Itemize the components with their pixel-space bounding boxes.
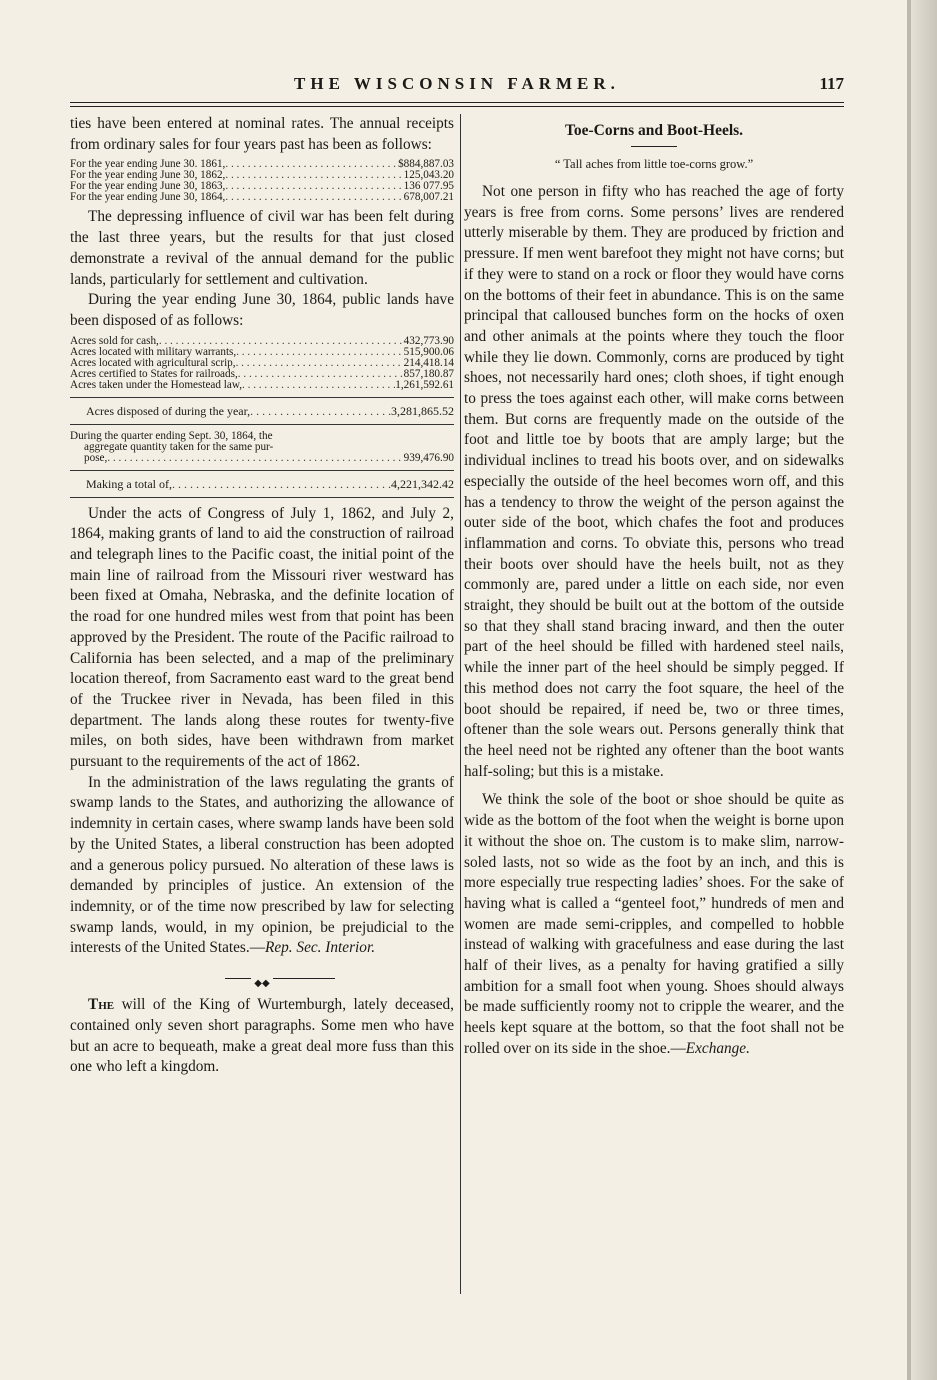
page-header (70, 72, 844, 96)
acres-table (70, 336, 454, 391)
source-citation: Rep. Sec. Interior. (265, 939, 376, 957)
table-rule (70, 497, 454, 498)
table-rule (70, 424, 454, 425)
source-citation: Exchange. (685, 1039, 750, 1057)
table-row: For the year ending June 30, 1864, . . . 678,007.21 (70, 192, 454, 203)
table-row: For the year ending June 30, 1862, . . . 125,043.20 (70, 170, 454, 181)
paragraph-corns: Not one person in fifty who has reached the age of forty years is free from corns. Some persons’ lives are rendered utterly miserable by them. They are produced by friction and pressure. If men went barefoot they might not have corns; but if they were to stand on a rock or floor they would have corns on the bottoms of their feet in abundance. This is on the same principal that calloused bunches form on the hocks of oxen and other animals at the points where they touch the floor while they lie down. Commonly, corns are produced by tight shoes, not necessarily hard ones; cloth shoes, if tight enough to press the toes against each other, will make corns between them. But corns are frequently made on the outside of the foot and little toe by boots that are amply large; but the individual inclines to tread his boots over, and on sidewalks especially the outside of the heel becomes worn off, and this has a tendency to throw the weight of the person against the outer side of the boot, which chafes the foot and produces inflammation and corns. To obviate this, persons who tread their boots over should have the heels built, not as they commonly are, pared under a little on each side, nor even straight, they should be built out at the bottom of the outside so that they shall stand bracing inward, and then the outer part of the heel should be filled with hardened steel nails, while the inner part of the heel should be simply pegged. If this method does not carry the foot square, the heel of the boot should be repaired, if need be, two or three times, oftener than the sole wears out. Persons generally think that the heel need not be righted any oftener than the boot wants half-soling; but this is a mistake. (464, 183, 844, 780)
column-divider (460, 114, 461, 1294)
paragraph-pacific-railroad: Under the acts of Congress of July 1, 1862, and July 2, 1864, making grants of land to aid the construction of railroad and telegraph lines to the Pacific coast, the initial point of the main line of railroad from the Missouri river westward has been fixed at Omaha, Nebraska, and the definite location of the road for one hundred miles west from that point has been approved by the President. The route of the Pacific railroad to California has been selected, and a map of the preliminary location thereof, from Sacramento east ward to the great bend of the Truckee river in Nevada, has been filed in this department. The lands along these routes for twenty-five miles, on both sides, have been withdrawn from market pursuant to the requirements of the act of 1862. (70, 504, 454, 771)
right-column (464, 114, 844, 1060)
paragraph-disposed-intro: During the year ending June 30, 1864, public lands have been disposed of as follows: (70, 291, 454, 329)
header-rule-top (70, 102, 844, 103)
table-row: Acres located with agricultural scrip, . . . 214,418.14 (70, 358, 454, 369)
section-ornament: ◆◆ (70, 973, 454, 983)
table-rule (70, 470, 454, 471)
table-row: Acres certified to States for railroads, . . . 857,180.87 (70, 369, 454, 380)
page-number: 117 (819, 74, 844, 93)
left-column (70, 114, 454, 1078)
epigraph: “ Tall aches from little toe-corns grow.” (554, 157, 754, 171)
article-heading: Toe-Corns and Boot-Heels. (564, 122, 744, 139)
book-binding-edge (907, 0, 937, 1380)
paragraph-receipts-intro: ties have been entered at nominal rates. The annual receipts from ordinary sales for four years past has been as follows: (70, 115, 454, 153)
table-row: For the year ending June 30. 1861, . . . $884,887.03 (70, 159, 454, 170)
table-row: Acres sold for cash, . . . 432,773.90 (70, 336, 454, 347)
paragraph-civil-war: The depressing influence of civil war has been felt during the last three years, but the results for that just closed demonstrate a revival of the annual demand for the public lands, particularly for settlement and cultivation. (70, 208, 454, 288)
receipts-table (70, 159, 454, 203)
grand-total-row: Making a total of, . . . 4,221,342.42 (70, 477, 454, 491)
table-row: For the year ending June 30, 1863, . . . 136 077.95 (70, 181, 454, 192)
paragraph-king-will: The will of the King of Wurtemburgh, lately deceased, contained only seven short paragraphs. Some men who have but an acre to bequeath, make a great deal more fuss than this one who left a kingdom. (70, 996, 454, 1076)
journal-title: THE WISCONSIN FARMER. (294, 74, 620, 93)
paragraph-soles: We think the sole of the boot or shoe should be quite as wide as the bottom of the foot when the weight is borne upon it without the shoe on. The custom is to make slim, narrow-soled lasts, not so wide as the foot by an inch, and this is more especially true respecting ladies’ shoes. For the sake of having what is called a “genteel foot,” hundreds of men and women are made semi-cripples, and compelled to hobble instead of walking with gracefulness and ease during the last half of their lives, as a penalty for having gratified a silly ambition for a small foot when young. Shoes should always be made sufficiently roomy not to cripple the wearer, and the heels kept square at the bottom, so that the foot shall not be rolled over on its side in the shoe.—Exchange. (464, 791, 844, 1057)
table-rule (70, 397, 454, 398)
table-row: Acres located with military warrants, . . . 515,900.06 (70, 347, 454, 358)
header-rule-bottom (70, 106, 844, 107)
table-row: Acres taken under the Homestead law, . . . 1,261,592.61 (70, 380, 454, 391)
paragraph-swamp-lands: In the administration of the laws regulating the grants of swamp lands to the States, and authorizing the allowance of indemnity in certain cases, where swamp lands have been sold by the United States, a liberal construction has been adopted and a generous policy pursued. No alteration of these laws is demanded by principles of justice. An extension of the indemnity, or of the time now prescribed by law for selecting swamp lands, would, in my opinion, be prejudicial to the interests of the United States.—Rep. Sec. Interior. (70, 773, 454, 957)
quarter-entry: During the quarter ending Sept. 30, 1864, the aggregate quantity taken for the same pur- pose, . . . 939,476.90 (70, 431, 454, 464)
acres-total-row: Acres disposed of during the year, . . . 3,281,865.52 (70, 404, 454, 418)
heading-rule (631, 146, 677, 147)
